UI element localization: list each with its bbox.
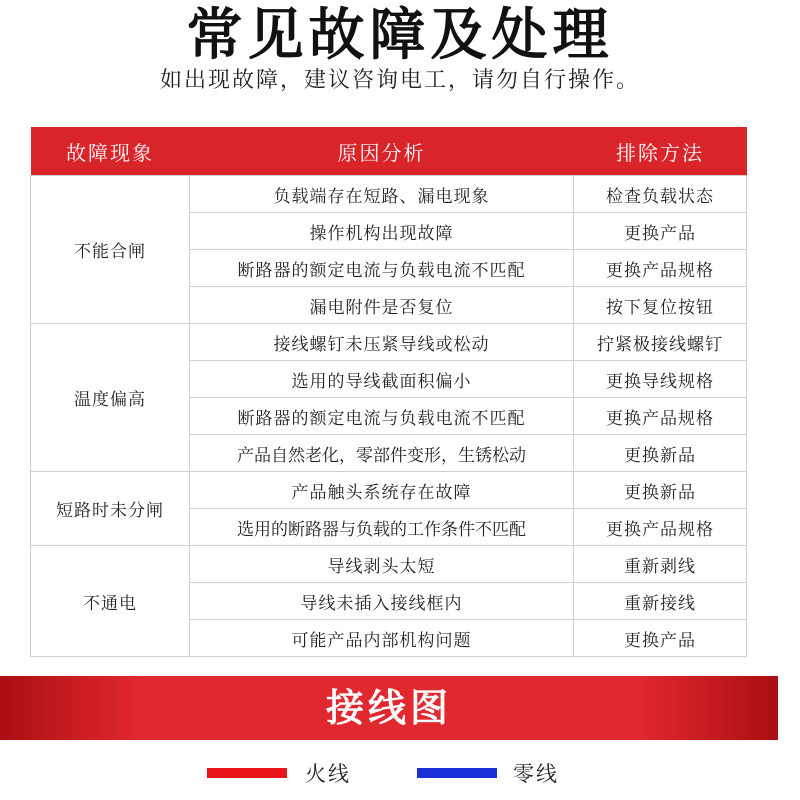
- fix-cell: 更换产品规格: [574, 509, 747, 546]
- fix-cell: 按下复位按钮: [574, 287, 747, 324]
- fix-cell: 拧紧极接线螺钉: [574, 324, 747, 361]
- fix-cell: 更换新品: [574, 472, 747, 509]
- cause-cell: 接线螺钉未压紧导线或松动: [190, 324, 574, 361]
- table-row: [31, 472, 747, 509]
- table-header-row: [31, 127, 747, 176]
- fix-cell: 更换新品: [574, 435, 747, 472]
- header-cause: 原因分析: [190, 127, 574, 176]
- cause-cell: 可能产品内部机构问题: [190, 620, 574, 657]
- page-title: 常见故障及处理: [186, 3, 614, 68]
- cause-cell: 负载端存在短路、漏电现象: [190, 176, 574, 213]
- neutral-wire-swatch: [417, 768, 497, 778]
- header-symptom: 故障现象: [31, 127, 190, 176]
- fix-cell: 更换产品规格: [574, 250, 747, 287]
- table-row: [31, 324, 747, 361]
- symptom-cell: 温度偏高: [31, 324, 190, 472]
- cause-cell: 导线未插入接线框内: [190, 583, 574, 620]
- neutral-wire-label: 零线: [513, 762, 559, 786]
- page-subtitle: 如出现故障，建议咨询电工，请勿自行操作。: [159, 68, 640, 93]
- symptom-cell: 不能合闸: [31, 176, 190, 324]
- cause-cell: 漏电附件是否复位: [190, 287, 574, 324]
- live-wire-label: 火线: [305, 762, 351, 786]
- cause-cell: 产品自然老化，零部件变形，生锈松动: [190, 435, 574, 472]
- cause-cell: 操作机构出现故障: [190, 213, 574, 250]
- cause-cell: 导线剥头太短: [190, 546, 574, 583]
- cause-cell: 产品触头系统存在故障: [190, 472, 574, 509]
- cause-cell: 断路器的额定电流与负载电流不匹配: [190, 250, 574, 287]
- fault-table: [30, 127, 747, 657]
- symptom-cell: 不通电: [31, 546, 190, 657]
- cause-cell: 选用的导线截面积偏小: [190, 361, 574, 398]
- live-wire-swatch: [207, 768, 287, 778]
- cause-cell: 选用的断路器与负载的工作条件不匹配: [190, 509, 574, 546]
- cause-cell: 断路器的额定电流与负载电流不匹配: [190, 398, 574, 435]
- fix-cell: 更换产品规格: [574, 398, 747, 435]
- fix-cell: 重新剥线: [574, 546, 747, 583]
- fix-cell: 检查负载状态: [574, 176, 747, 213]
- fix-cell: 更换导线规格: [574, 361, 747, 398]
- fix-cell: 更换产品: [574, 620, 747, 657]
- fix-cell: 重新接线: [574, 583, 747, 620]
- wiring-title: 接线图: [325, 686, 452, 730]
- symptom-cell: 短路时未分闸: [31, 472, 190, 546]
- fix-cell: 更换产品: [574, 213, 747, 250]
- header-fix: 排除方法: [574, 127, 747, 176]
- table-row: [31, 176, 747, 213]
- table-row: [31, 546, 747, 583]
